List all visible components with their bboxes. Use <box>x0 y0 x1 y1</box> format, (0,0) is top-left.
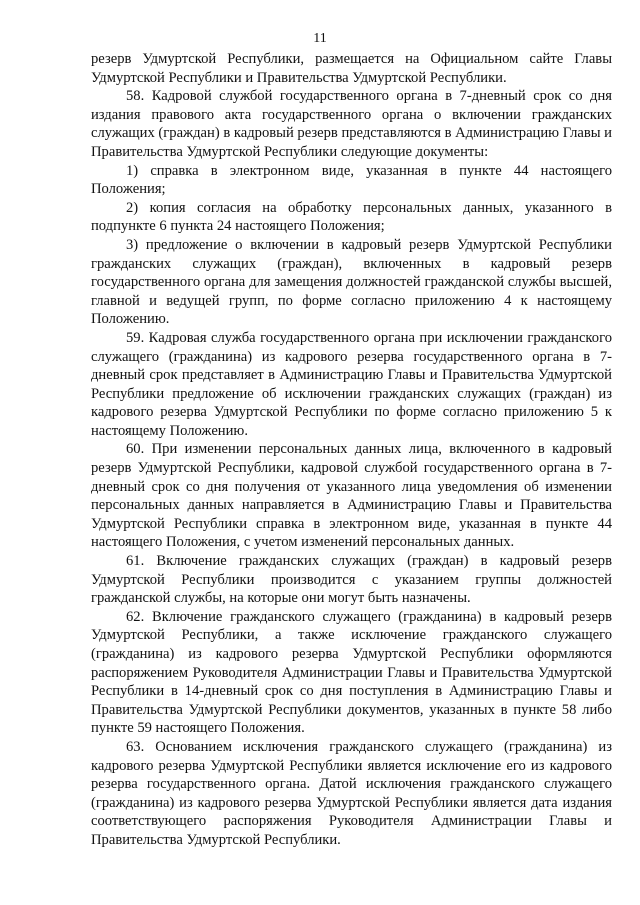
paragraph-61: 61. Включение гражданских служащих (граждан) в кадровый резерв Удмуртской Республики производится с указанием группы должностей гражданской службы, на которые они могут быть назначены. <box>91 553 612 607</box>
paragraph-63: 63. Основанием исключения гражданского служащего (гражданина) из кадрового резерва Удмуртской Республики является исключение его из кадрового резерва государственного органа. Датой исключения гражданского служащего (гражданина) из кадрового резерва Удмуртской Республики является дата издания соответствующего распоряжения Руководителя Администрации Главы и Правительства Удмуртской Республики. <box>91 738 612 848</box>
paragraph-60: 60. При изменении персональных данных лица, включенного в кадровый резерв Удмуртской Республики, кадровой службой государственного органа в 7-дневный срок со дня получения от указанного лица уведомления об изменении персональных данных направляется в Администрацию Главы и Правительства Удмуртской Республики справка в электронном виде, указанная в пункте 44 настоящего Положения, с учетом изменений персональных данных. <box>91 441 612 551</box>
page-number: 11 <box>313 31 327 46</box>
paragraph-58: 58. Кадровой службой государственного органа в 7-дневный срок со дня издания правового акта государственного органа о включении гражданских служащих (граждан) в кадровый резерв представляются в Администрацию Главы и Правительства Удмуртской Республики следующие документы: <box>91 88 612 160</box>
paragraph-58-item-1: 1) справка в электронном виде, указанная в пункте 44 настоящего Положения; <box>91 162 612 198</box>
paragraph-58-item-2: 2) копия согласия на обработку персональных данных, указанного в подпункте 6 пункта 24 настоящего Положения; <box>91 199 612 235</box>
paragraph-59: 59. Кадровая служба государственного органа при исключении гражданского служащего (гражданина) из кадрового резерва государственного органа в 7-дневный срок представляет в Администрацию Главы и Правительства Удмуртской Республики предложение об исключении гражданских служащих (граждан) из кадрового резерва Удмуртской Республики по форме согласно приложению 5 к настоящему Положению. <box>91 329 612 439</box>
document-body <box>91 50 612 850</box>
paragraph-58-item-3: 3) предложение о включении в кадровый резерв Удмуртской Республики гражданских служащих (граждан), включенных в кадровый резерв государственного органа для замещения должностей гражданской службы высшей, главной и ведущей групп, по форме согласно приложению 4 к настоящему Положению. <box>91 236 612 328</box>
paragraph-continuation: резерв Удмуртской Республики, размещается на Официальном сайте Главы Удмуртской Республики и Правительства Удмуртской Республики. <box>91 51 612 86</box>
paragraph-62: 62. Включение гражданского служащего (гражданина) в кадровый резерв Удмуртской Республики, а также исключение гражданского служащего (гражданина) из кадрового резерва Удмуртской Республики оформляются распоряжением Руководителя Администрации Главы и Правительства Удмуртской Республики в 14-дневный срок со дня поступления в Администрацию Главы и Правительства Удмуртской Республики документов, указанных в пункте 58 либо пункте 59 настоящего Положения. <box>91 608 612 737</box>
